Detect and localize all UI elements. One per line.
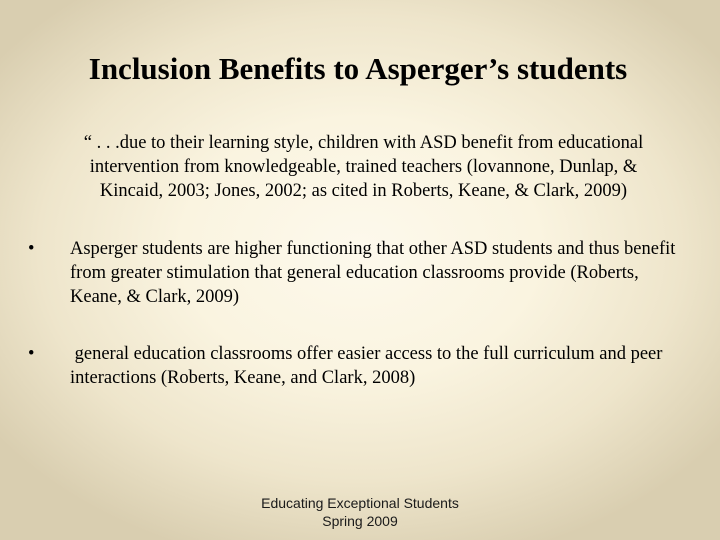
bullet-item [28,342,688,390]
slide-title: Inclusion Benefits to Asperger’s students [88,51,628,86]
bullet-marker: • [28,344,35,364]
bullet-item [28,237,688,309]
bullet-marker: • [28,239,35,259]
slide-footer [240,494,480,530]
footer-course: Educating Exceptional Students [261,495,459,511]
footer-term: Spring 2009 [322,513,398,529]
quote-text: “ . . .due to their learning style, children with ASD benefit from educational intervention from knowledgeable, trained teachers (lovannone, Dunlap, & Kincaid, 2003; Jones, 2002; as cited in Roberts, Keane, & Clark, 2009) [83,133,644,201]
bullet-text: general education classrooms offer easier access to the full curriculum and peer interactions (Roberts, Keane, and Clark, 2008) [70,344,668,388]
bullet-text: Asperger students are higher functioning that other ASD students and thus benefit from greater stimulation that general education classrooms provide (Roberts, Keane, & Clark, 2009) [70,239,676,307]
